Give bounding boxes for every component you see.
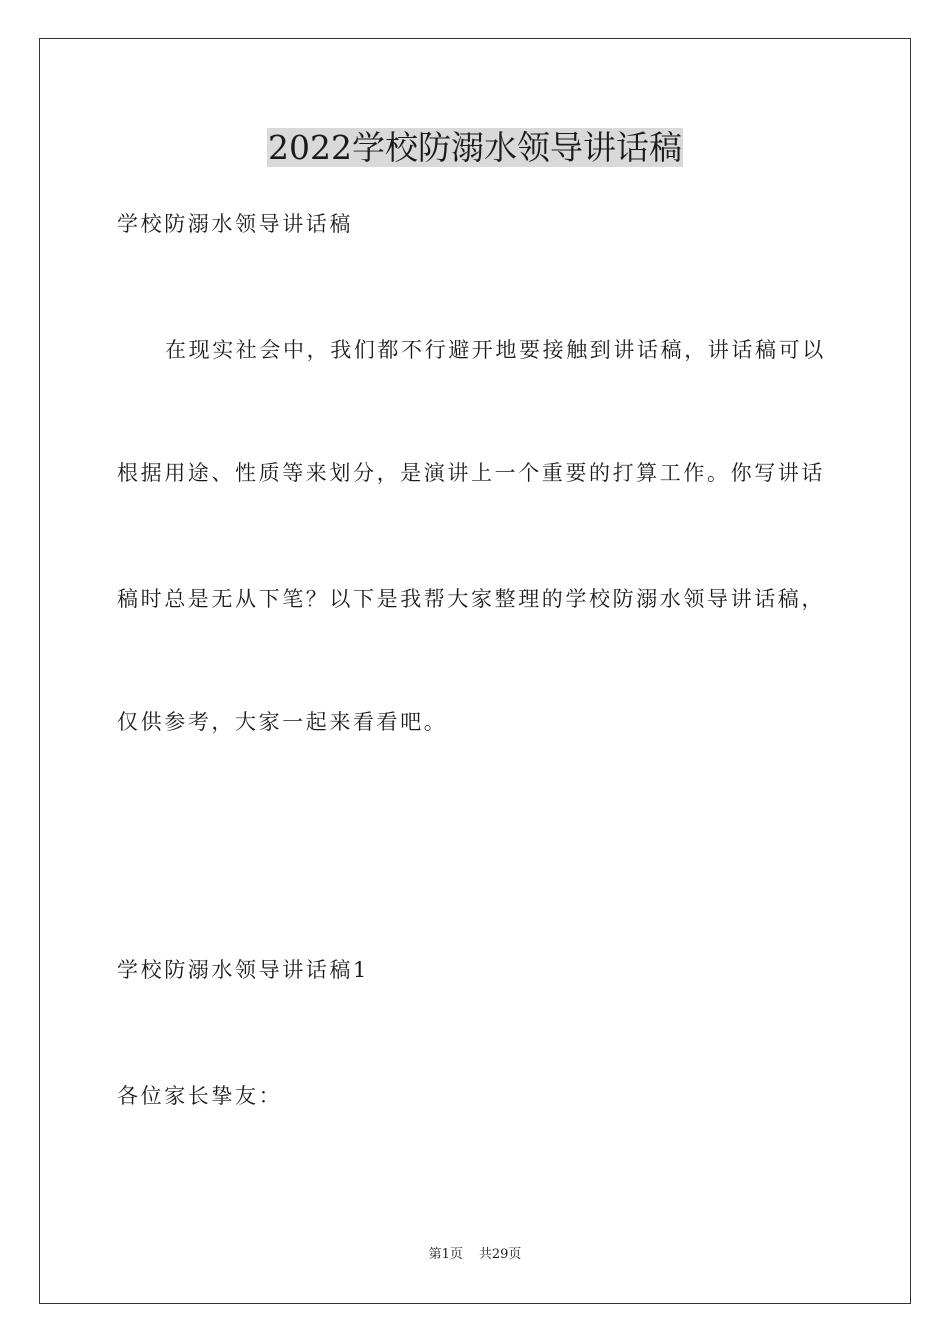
total-pages: 共29页	[478, 1247, 522, 1262]
paragraph-line-2: 根据用途、性质等来划分，是演讲上一个重要的打算工作。你写讲话	[117, 461, 825, 485]
document-title-text: 2022学校防溺水领导讲话稿	[268, 128, 682, 167]
paragraph-line-4: 仅供参考，大家一起来看看吧。	[117, 710, 448, 734]
section-heading: 学校防溺水领导讲话稿1	[117, 958, 369, 982]
paragraph-line-1: 在现实社会中，我们都不行避开地要接触到讲话稿，讲话稿可以	[165, 338, 826, 362]
paragraph-line-3: 稿时总是无从下笔？以下是我帮大家整理的学校防溺水领导讲话稿，	[117, 587, 825, 611]
document-title	[0, 128, 950, 168]
page-footer	[0, 1246, 950, 1264]
page-number: 第1页	[428, 1247, 463, 1262]
subtitle-line: 学校防溺水领导讲话稿	[117, 212, 353, 236]
salutation-line: 各位家长挚友：	[117, 1084, 283, 1108]
